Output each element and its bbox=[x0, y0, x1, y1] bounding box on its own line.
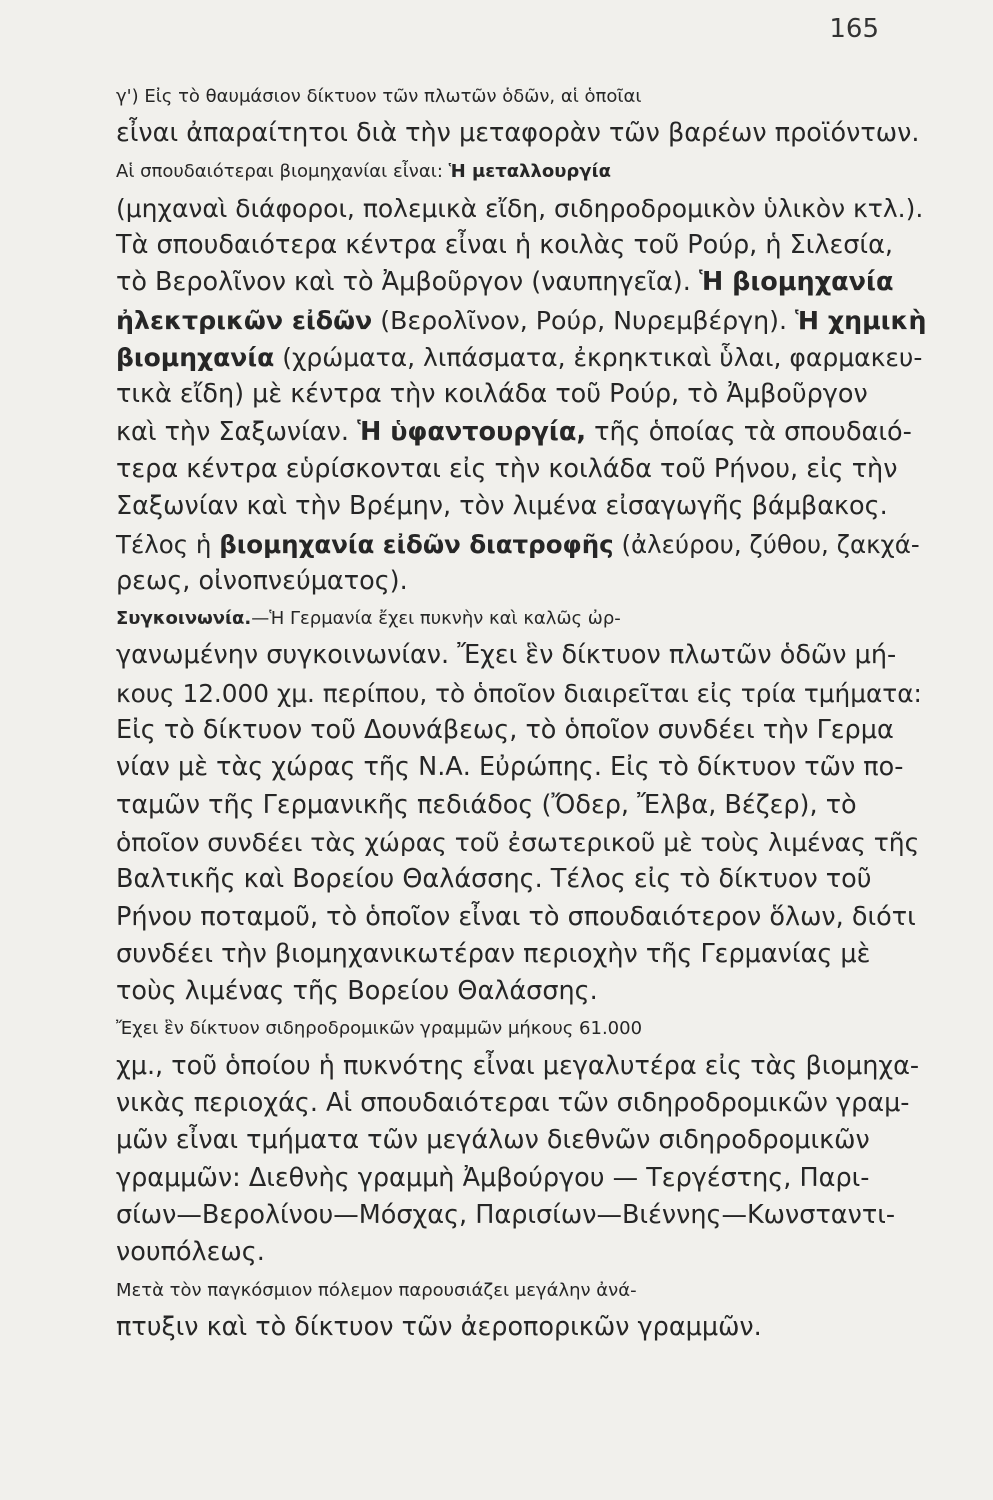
text-run: —Ἡ Γερμανία ἔχει πυκνὴν καὶ καλῶς ὠρ- bbox=[251, 608, 621, 630]
bold-term-chemical: Ἡ χημικὴ bbox=[795, 305, 927, 335]
text-run: τὸ Βερολῖνον καὶ τὸ Ἀμβοῦργον (ναυπηγεῖα). bbox=[116, 267, 699, 298]
text-run: τῆς ὁποίας τὰ σπουδαιό- bbox=[586, 416, 912, 447]
text-line: τερα κέντρα εὑρίσκονται εἰς τὴν κοιλάδα τοῦ Ρήνου, εἰς τὴν bbox=[116, 453, 898, 484]
text-line: εἶναι ἀπαραίτητοι διὰ τὴν μεταφορὰν τῶν βαρέων προϊόντων. bbox=[116, 118, 920, 149]
bold-term-food-industry: βιομηχανία εἰδῶν διατροφῆς bbox=[219, 529, 614, 559]
paragraph-industries bbox=[64, 153, 926, 601]
text-run: (ἀλεύρου, ζύθου, ζακχά- bbox=[613, 529, 920, 559]
text-line: Ἔχει ἓν δίκτυον σιδηροδρομικῶν γραμμῶν μήκους 61.000 bbox=[116, 1018, 643, 1040]
page-number: 165 bbox=[829, 14, 879, 44]
text-line: ὁποῖον συνδέει τὰς χώρας τοῦ ἐσωτερικοῦ μὲ τοὺς λιμένας τῆς bbox=[116, 827, 920, 857]
text-line: πτυξιν καὶ τὸ δίκτυον τῶν ἀεροπορικῶν γραμμῶν. bbox=[116, 1311, 762, 1342]
text-run: Τέλος ἡ bbox=[116, 529, 220, 559]
text-line: Σαξωνίαν καὶ τὴν Βρέμην, τὸν λιμένα εἰσαγωγῆς βάμβακος. bbox=[116, 491, 888, 522]
text-line: ρεως, οἰνοπνεύματος). bbox=[116, 565, 408, 596]
text-line bbox=[64, 414, 926, 451]
text-line: τικὰ εἴδη) μὲ κέντρα τὴν κοιλάδα τοῦ Ρούρ, τὸ Ἀμβοῦργον bbox=[116, 379, 868, 410]
bold-term-textiles: Ἡ ὑφαντουργία, bbox=[357, 416, 587, 447]
text-line: Ρήνου ποταμοῦ, τὸ ὁποῖον εἶναι τὸ σπουδαιότερον ὅλων, διότι bbox=[116, 901, 916, 932]
text-line: γ') Εἰς τὸ θαυμάσιον δίκτυον τῶν πλωτῶν ὁδῶν, αἱ ὁποῖαι bbox=[116, 86, 642, 107]
text-line bbox=[64, 526, 926, 563]
text-run: καὶ τὴν Σαξωνίαν. bbox=[116, 416, 358, 447]
text-line: γραμμῶν: Διεθνὴς γραμμὴ Ἀμβούργου — Τεργέστης, Παρι- bbox=[116, 1162, 870, 1193]
text-run: (χρώματα, λιπάσματα, ἐκρηκτικαὶ ὗλαι, φαρμακευ- bbox=[274, 343, 923, 373]
text-line: χμ., τοῦ ὁποίου ἡ πυκνότης εἶναι μεγαλυτέρα εἰς τὰς βιομηχα- bbox=[116, 1050, 920, 1081]
bold-term-industry: βιομηχανία bbox=[116, 343, 275, 373]
body-text bbox=[64, 78, 926, 1346]
text-run: Αἱ σπουδαιότεραι βιομηχανίαι εἶναι: bbox=[116, 160, 449, 182]
text-line: Βαλτικῆς καὶ Βορείου Θαλάσσης. Τέλος εἰς τὸ δίκτυον τοῦ bbox=[116, 864, 872, 895]
text-line: νουπόλεως. bbox=[116, 1237, 265, 1268]
text-line bbox=[64, 264, 926, 301]
text-line: Εἰς τὸ δίκτυον τοῦ Δουνάβεως, τὸ ὁποῖον συνδέει τὴν Γερμα bbox=[116, 715, 894, 746]
paragraph-waterways bbox=[64, 78, 926, 153]
text-line: σίων—Βερολίνου—Μόσχας, Παρισίων—Βιέννης—Κωνσταντι- bbox=[116, 1199, 896, 1230]
bold-term-industry: Ἡ βιομηχανία bbox=[698, 267, 894, 298]
text-line: γανωμένην συγκοινωνίαν. Ἔχει ἓν δίκτυον πλωτῶν ὁδῶν μή- bbox=[116, 640, 897, 671]
text-line bbox=[64, 600, 926, 637]
text-line: νικὰς περιοχάς. Αἱ σπουδαιότεραι τῶν σιδηροδρομικῶν γραμ- bbox=[116, 1088, 910, 1119]
text-line: μῶν εἶναι τμήματα τῶν μεγάλων διεθνῶν σιδηροδρομικῶν bbox=[116, 1125, 870, 1156]
paragraph-railways bbox=[64, 1010, 926, 1271]
section-heading-communications: Συγκοινωνία. bbox=[116, 608, 252, 630]
text-line: ταμῶν τῆς Γερμανικῆς πεδιάδος (Ὄδερ, Ἔλβα, Βέζερ), τὸ bbox=[116, 789, 857, 820]
text-line: νίαν μὲ τὰς χώρας τῆς Ν.Α. Εὐρώπης. Εἰς τὸ δίκτυον τῶν πο- bbox=[116, 752, 904, 783]
text-run: (Βερολῖνον, Ρούρ, Νυρεμβέργη). bbox=[372, 305, 796, 335]
text-line bbox=[64, 302, 926, 339]
text-line bbox=[64, 339, 926, 376]
paragraph-communications bbox=[64, 600, 926, 1010]
bold-term-electrical: ἠλεκτρικῶν εἰδῶν bbox=[116, 305, 373, 335]
text-line: Τὰ σπουδαιότερα κέντρα εἶναι ἡ κοιλὰς τοῦ Ρούρ, ἡ Σιλεσία, bbox=[116, 230, 893, 261]
text-line: συνδέει τὴν βιομηχανικωτέραν περιοχὴν τῆς Γερμανίας μὲ bbox=[116, 938, 871, 969]
text-line bbox=[64, 153, 926, 190]
bold-term-metallurgy: Ἡ μεταλλουργία bbox=[448, 160, 611, 182]
text-line: κους 12.000 χμ. περίπου, τὸ ὁποῖον διαιρεῖται εἰς τρία τμήματα: bbox=[116, 678, 922, 708]
paragraph-air-lines bbox=[64, 1272, 926, 1347]
text-line: (μηχαναὶ διάφοροι, πολεμικὰ εἴδη, σιδηροδρομικὸν ὑλικὸν κτλ.). bbox=[116, 193, 924, 223]
text-line: Μετὰ τὸν παγκόσμιον πόλεμον παρουσιάζει μεγάλην ἀνά- bbox=[116, 1279, 637, 1301]
text-line: τοὺς λιμένας τῆς Βορείου Θαλάσσης. bbox=[116, 976, 598, 1007]
